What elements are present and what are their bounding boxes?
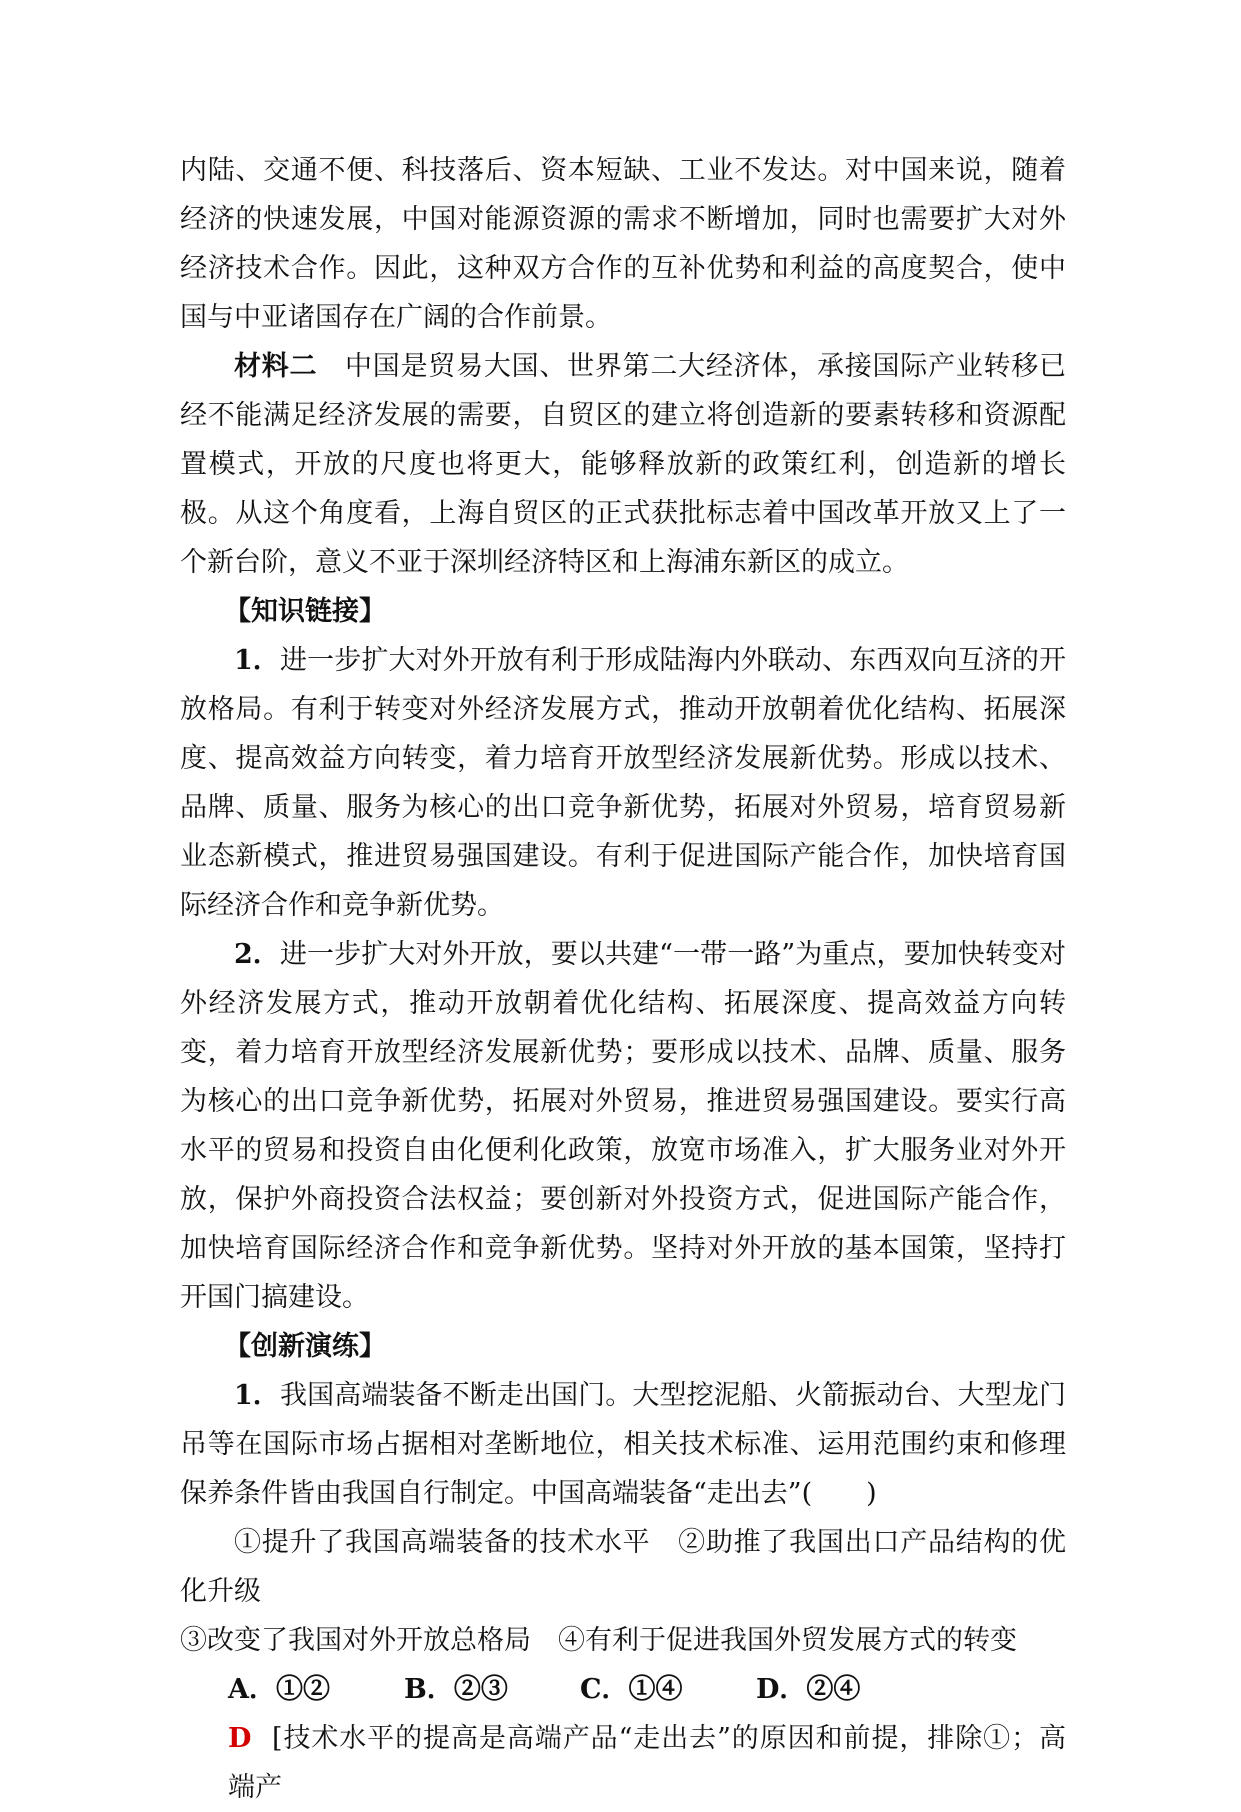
answer-explanation: [技术水平的提高是高端产品“走出去”的原因和前提，排除①；高端产 bbox=[228, 1723, 1066, 1803]
answer-letter: D bbox=[228, 1723, 252, 1754]
material-2-label: 材料二 bbox=[234, 351, 318, 382]
material-2-text: 中国是贸易大国、世界第二大经济体，承接国际产业转移已经不能满足经济发展的需要，自贸区的建立将创造新的要素转移和资源配置模式，开放的尺度也将更大，能够释放新的政策红利，创造新的增长极。从这个角度看，上海自贸区的正式获批标志着中国改革开放又上了一个新台阶，意义不亚于深圳经济特区和上海浦东新区的成立。 bbox=[180, 351, 1067, 578]
knowledge-item-2-number: 2． bbox=[234, 939, 280, 970]
question-stem bbox=[180, 1371, 1066, 1518]
question-stem-text: 我国高端装备不断走出国门。大型挖泥船、火箭振动台、大型龙门吊等在国际市场占据相对垄断地位，相关技术标准、运用范围约束和修理保养条件皆由我国自行制定。中国高端装备“走出去”( ) bbox=[180, 1380, 1067, 1509]
answer-options bbox=[180, 1665, 1066, 1714]
question-number: 1． bbox=[234, 1380, 281, 1411]
option-a: A．①② bbox=[228, 1674, 330, 1705]
knowledge-item-1-text: 进一步扩大对外开放有利于形成陆海内外联动、东西双向互济的开放格局。有利于转变对外经济发展方式，推动开放朝着优化结构、拓展深度、提高效益方向转变，着力培育开放型经济发展新优势。形成以技术、品牌、质量、服务为核心的出口竞争新优势，拓展对外贸易，培育贸易新业态新模式，推进贸易强国建设。有利于促进国际产能合作，加快培育国际经济合作和竞争新优势。 bbox=[180, 645, 1067, 921]
option-c: C．①④ bbox=[580, 1674, 683, 1705]
material-2-paragraph bbox=[180, 342, 1066, 587]
document-page bbox=[180, 146, 1066, 1812]
option-d: D．②④ bbox=[756, 1674, 861, 1705]
question-statements-line-2: ③改变了我国对外开放总格局 ④有利于促进我国外贸发展方式的转变 bbox=[180, 1625, 1017, 1656]
knowledge-item-1 bbox=[180, 636, 1066, 930]
knowledge-heading: 【知识链接】 bbox=[224, 596, 386, 627]
practice-heading: 【创新演练】 bbox=[224, 1331, 386, 1362]
question-statements-line-1: ①提升了我国高端装备的技术水平 ②助推了我国出口产品结构的优化升级 bbox=[180, 1527, 1066, 1607]
intro-paragraph: 内陆、交通不便、科技落后、资本短缺、工业不发达。对中国来说，随着经济的快速发展，中国对能源资源的需求不断增加，同时也需要扩大对外经济技术合作。因此，这种双方合作的互补优势和利益的高度契合，使中国与中亚诸国存在广阔的合作前景。 bbox=[180, 155, 1066, 333]
option-b: B．②③ bbox=[404, 1674, 508, 1705]
answer-explanation-line bbox=[180, 1714, 1066, 1812]
material-2-gap bbox=[317, 351, 345, 382]
knowledge-item-2 bbox=[180, 930, 1066, 1322]
knowledge-item-1-number: 1． bbox=[234, 645, 281, 676]
knowledge-item-2-text: 进一步扩大对外开放，要以共建“一带一路”为重点，要加快转变对外经济发展方式，推动开放朝着优化结构、拓展深度、提高效益方向转变，着力培育开放型经济发展新优势；要形成以技术、品牌、质量、服务为核心的出口竞争新优势，拓展对外贸易，推进贸易强国建设。要实行高水平的贸易和投资自由化便利化政策，放宽市场准入，扩大服务业对外开放，保护外商投资合法权益；要创新对外投资方式，促进国际产能合作，加快培育国际经济合作和竞争新优势。坚持对外开放的基本国策，坚持打开国门搞建设。 bbox=[180, 939, 1067, 1313]
